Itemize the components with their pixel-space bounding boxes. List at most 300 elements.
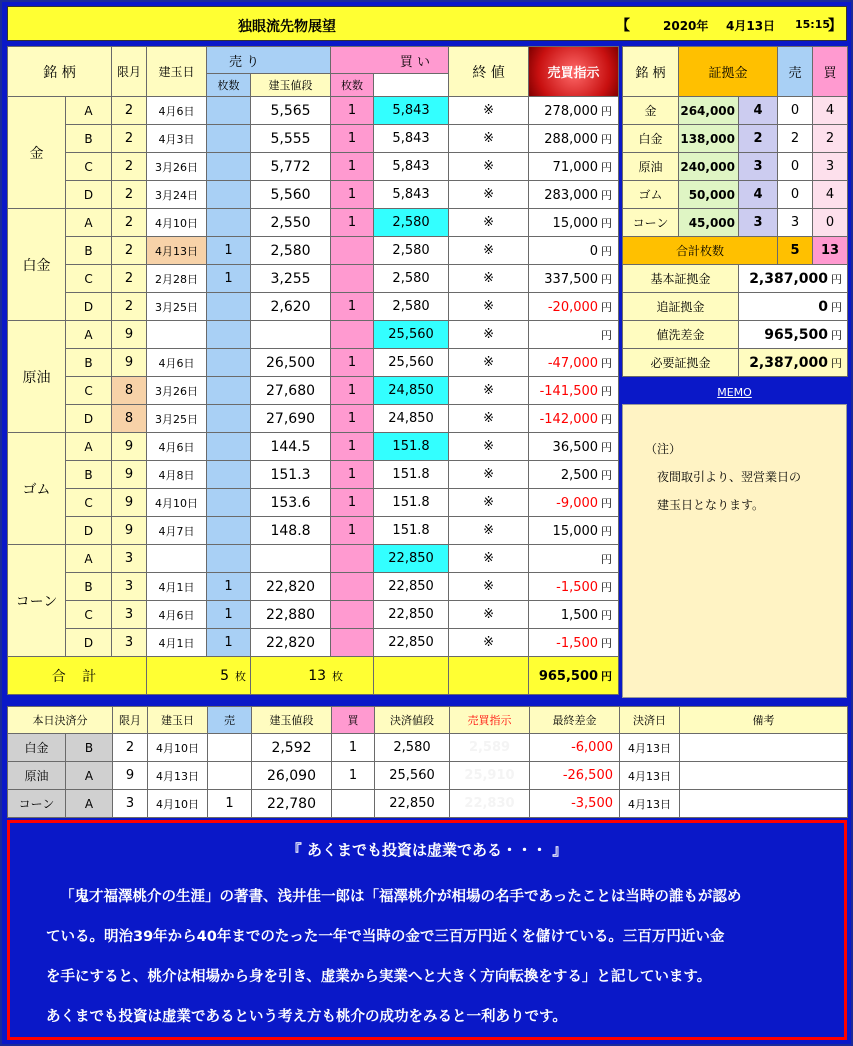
diff-cell (529, 153, 619, 181)
memo-line: （注） (645, 442, 682, 456)
instruction-mark: ※ (449, 573, 529, 601)
open-price: 5,772 (251, 153, 331, 181)
column-line: を手にすると、桃介は相場から身を引き、虚業から実業へと大きく方向転換をする」と記しています。 (46, 969, 712, 985)
instruction-mark: ※ (449, 265, 529, 293)
yen-unit: 円 (601, 440, 613, 454)
contract-month: 3 (112, 629, 147, 657)
close-price: 2,580 (374, 293, 449, 321)
diff-value: 278,000 (544, 103, 599, 119)
summary-label: 基本証拠金 (623, 265, 739, 293)
contract-sub: D (66, 181, 112, 209)
buy-lots: 1 (331, 153, 374, 181)
open-date: 2月28日 (147, 265, 207, 293)
margin-col-buy: 買 (813, 47, 848, 97)
position-row (8, 209, 619, 237)
symbol-name: 金 (8, 97, 66, 209)
settle-buy: 1 (332, 734, 375, 762)
margin-sell: 0 (778, 97, 813, 125)
close-price: 2,580 (374, 209, 449, 237)
position-row (8, 489, 619, 517)
header-year: 2020年 (663, 19, 709, 33)
contract-sub: A (66, 321, 112, 349)
position-row (8, 377, 619, 405)
close-price: 151.8 (374, 433, 449, 461)
open-date: 4月6日 (147, 601, 207, 629)
col-month: 限月 (112, 47, 147, 97)
diff-value: -47,000 (547, 355, 599, 371)
open-price: 2,580 (251, 237, 331, 265)
settle-open-price: 22,780 (252, 790, 332, 818)
contract-month: 8 (112, 377, 147, 405)
open-date: 3月26日 (147, 153, 207, 181)
yen-unit: 円 (601, 552, 613, 566)
open-date: 4月10日 (147, 489, 207, 517)
close-price: 5,843 (374, 181, 449, 209)
open-price (251, 321, 331, 349)
position-row (8, 321, 619, 349)
diff-cell (529, 405, 619, 433)
date-bracket-close: 】 (828, 18, 842, 34)
margin-row (623, 209, 848, 237)
instruction-mark: ※ (449, 321, 529, 349)
settle-sell (208, 762, 252, 790)
summary-amount: 965,500 (764, 326, 829, 343)
settlement-col-header: 売買指示 (450, 707, 530, 734)
settlement-col-header: 建玉値段 (252, 707, 332, 734)
total-label: 合 計 (8, 657, 147, 695)
settle-open-date: 4月13日 (148, 762, 208, 790)
settle-month: 3 (113, 790, 148, 818)
contract-month: 3 (112, 573, 147, 601)
sell-lots (207, 125, 251, 153)
contract-month: 9 (112, 489, 147, 517)
margin-sell: 3 (778, 209, 813, 237)
settle-price: 25,560 (375, 762, 450, 790)
margin-panel (622, 46, 848, 377)
contract-sub: C (66, 377, 112, 405)
open-price: 2,550 (251, 209, 331, 237)
sell-lots (207, 153, 251, 181)
open-price: 144.5 (251, 433, 331, 461)
instruction-mark: ※ (449, 349, 529, 377)
open-date: 3月25日 (147, 293, 207, 321)
margin-amount: 138,000 (679, 125, 739, 153)
settle-diff: -26,500 (530, 762, 620, 790)
yen-unit: 円 (831, 328, 843, 342)
close-price: 22,850 (374, 573, 449, 601)
summary-label: 追証拠金 (623, 293, 739, 321)
margin-sell: 0 (778, 153, 813, 181)
margin-buy: 2 (813, 125, 848, 153)
buy-lots: 1 (331, 517, 374, 545)
instruction-mark: ※ (449, 209, 529, 237)
open-date: 4月7日 (147, 517, 207, 545)
diff-cell (529, 517, 619, 545)
margin-row (623, 153, 848, 181)
memo-box (622, 404, 847, 698)
margin-col-symbol: 銘 柄 (623, 47, 679, 97)
settle-buy: 1 (332, 762, 375, 790)
settle-buy (332, 790, 375, 818)
settlement-col-header: 本日決済分 (8, 707, 113, 734)
col-buy-lots: 枚数 (331, 74, 374, 97)
contract-month: 3 (112, 545, 147, 573)
contract-sub: C (66, 153, 112, 181)
margin-count: 3 (739, 209, 778, 237)
settlement-col-header: 限月 (113, 707, 148, 734)
yen-unit: 円 (601, 580, 613, 594)
contract-month: 2 (112, 293, 147, 321)
close-price: 151.8 (374, 461, 449, 489)
total-blank-instruction (449, 657, 529, 695)
diff-value: -20,000 (547, 299, 599, 315)
close-price: 24,850 (374, 377, 449, 405)
diff-cell (529, 237, 619, 265)
symbol-name: 白金 (8, 209, 66, 321)
settlement-col-header: 最終差金 (530, 707, 620, 734)
contract-sub: B (66, 125, 112, 153)
buy-lots: 1 (331, 125, 374, 153)
contract-sub: A (66, 545, 112, 573)
col-symbol: 銘 柄 (8, 47, 112, 97)
symbol-name: 原油 (8, 321, 66, 433)
close-price: 151.8 (374, 517, 449, 545)
settle-date: 4月13日 (620, 762, 680, 790)
contract-sub: B (66, 349, 112, 377)
diff-value: -9,000 (556, 495, 599, 511)
sell-lots (207, 377, 251, 405)
header-time: 15:15 (795, 18, 831, 31)
settle-diff: -6,000 (530, 734, 620, 762)
open-date: 4月1日 (147, 629, 207, 657)
buy-lots (331, 573, 374, 601)
summary-label: 値洗差金 (623, 321, 739, 349)
settle-date: 4月13日 (620, 790, 680, 818)
yen-unit: 円 (601, 356, 613, 370)
settle-symbol: コーン (8, 790, 66, 818)
settlement-col-header: 売 (208, 707, 252, 734)
buy-lots: 1 (331, 209, 374, 237)
position-row (8, 349, 619, 377)
settlement-col-header: 買 (332, 707, 375, 734)
settle-open-date: 4月10日 (148, 734, 208, 762)
margin-symbol: ゴム (623, 181, 679, 209)
buy-lots: 1 (331, 377, 374, 405)
contract-month: 9 (112, 433, 147, 461)
yen-unit: 円 (601, 132, 613, 146)
column-line: 「鬼才福澤桃介の生涯」の著書、浅井佳一郎は「福澤桃介が相場の名手であったことは当時の誰もが認め (60, 889, 742, 905)
close-price: 25,560 (374, 321, 449, 349)
symbol-name: ゴム (8, 433, 66, 545)
yen-unit: 円 (831, 356, 843, 370)
instruction-mark: ※ (449, 293, 529, 321)
diff-value: 288,000 (544, 131, 599, 147)
col-instruction: 売買指示 (529, 47, 619, 97)
sell-lots: 1 (207, 237, 251, 265)
position-row (8, 517, 619, 545)
margin-row (623, 97, 848, 125)
margin-sell: 0 (778, 181, 813, 209)
diff-value: 36,500 (552, 439, 599, 455)
settle-symbol: 白金 (8, 734, 66, 762)
settle-symbol: 原油 (8, 762, 66, 790)
open-date: 3月24日 (147, 181, 207, 209)
margin-symbol: コーン (623, 209, 679, 237)
margin-amount: 264,000 (679, 97, 739, 125)
open-price: 27,680 (251, 377, 331, 405)
diff-cell (529, 209, 619, 237)
yen-unit: 円 (601, 412, 613, 426)
margin-symbol: 金 (623, 97, 679, 125)
diff-value: 337,500 (544, 271, 599, 287)
diff-cell (529, 181, 619, 209)
buy-lots (331, 545, 374, 573)
instruction-mark: ※ (449, 461, 529, 489)
total-buy-lots: 13 枚 (251, 657, 374, 695)
diff-cell (529, 545, 619, 573)
yen-unit: 円 (601, 188, 613, 202)
summary-label: 必要証拠金 (623, 349, 739, 377)
settle-date: 4月13日 (620, 734, 680, 762)
diff-value: 15,000 (552, 215, 599, 231)
buy-lots: 1 (331, 461, 374, 489)
contract-month: 2 (112, 153, 147, 181)
margin-total-sell: 5 (778, 237, 813, 265)
instruction-mark: ※ (449, 97, 529, 125)
diff-value: 71,000 (552, 159, 599, 175)
margin-col-sell: 売 (778, 47, 813, 97)
diff-cell (529, 349, 619, 377)
settle-sub: B (66, 734, 113, 762)
positions-panel (7, 46, 619, 695)
settle-month: 2 (113, 734, 148, 762)
margin-row (623, 181, 848, 209)
contract-sub: A (66, 209, 112, 237)
position-row (8, 125, 619, 153)
contract-month: 9 (112, 349, 147, 377)
close-price: 5,843 (374, 153, 449, 181)
summary-value (739, 265, 848, 293)
buy-lots (331, 321, 374, 349)
total-sell-lots: 5 枚 (147, 657, 251, 695)
diff-cell (529, 265, 619, 293)
position-row (8, 629, 619, 657)
margin-count: 3 (739, 153, 778, 181)
yen-unit: 円 (601, 384, 613, 398)
contract-sub: A (66, 433, 112, 461)
margin-amount: 240,000 (679, 153, 739, 181)
settle-diff: -3,500 (530, 790, 620, 818)
settlement-table (7, 706, 848, 818)
total-blank-close (374, 657, 449, 695)
open-price: 5,555 (251, 125, 331, 153)
instruction-mark: ※ (449, 629, 529, 657)
diff-cell (529, 125, 619, 153)
sell-lots (207, 517, 251, 545)
diff-value: 0 (589, 243, 599, 259)
contract-sub: D (66, 405, 112, 433)
sell-lots (207, 181, 251, 209)
diff-cell (529, 573, 619, 601)
open-price: 22,820 (251, 629, 331, 657)
yen-unit: 円 (601, 468, 613, 482)
open-price: 3,255 (251, 265, 331, 293)
open-price: 22,880 (251, 601, 331, 629)
position-row (8, 573, 619, 601)
margin-buy: 4 (813, 97, 848, 125)
yen-unit: 円 (601, 328, 613, 342)
memo-line: 夜間取引より、翌営業日の (657, 470, 802, 484)
settle-open-date: 4月10日 (148, 790, 208, 818)
settle-sub: A (66, 790, 113, 818)
open-date: 4月3日 (147, 125, 207, 153)
buy-lots (331, 601, 374, 629)
sell-lots (207, 489, 251, 517)
diff-cell (529, 97, 619, 125)
contract-month: 2 (112, 209, 147, 237)
settle-month: 9 (113, 762, 148, 790)
open-date: 4月8日 (147, 461, 207, 489)
position-row (8, 97, 619, 125)
memo-link[interactable]: MEMO (717, 386, 752, 399)
open-price: 5,560 (251, 181, 331, 209)
contract-month: 8 (112, 405, 147, 433)
position-row (8, 405, 619, 433)
contract-month: 2 (112, 97, 147, 125)
settle-note (680, 734, 848, 762)
open-date (147, 545, 207, 573)
margin-summary-row (623, 321, 848, 349)
total-diff: 965,500 円 (529, 657, 619, 695)
instruction-mark: ※ (449, 545, 529, 573)
open-price: 27,690 (251, 405, 331, 433)
position-row (8, 237, 619, 265)
margin-amount: 45,000 (679, 209, 739, 237)
settlement-col-header: 決済日 (620, 707, 680, 734)
margin-symbol: 白金 (623, 125, 679, 153)
margin-summary-row (623, 265, 848, 293)
yen-unit: 円 (601, 244, 613, 258)
yen-unit: 円 (601, 608, 613, 622)
summary-value (739, 349, 848, 377)
contract-sub: D (66, 293, 112, 321)
close-price: 151.8 (374, 489, 449, 517)
date-bracket-open: 【 (616, 18, 630, 34)
open-price: 148.8 (251, 517, 331, 545)
margin-col-amount: 証拠金 (679, 47, 778, 97)
sell-lots: 1 (207, 629, 251, 657)
buy-lots: 1 (331, 293, 374, 321)
contract-sub: B (66, 573, 112, 601)
diff-cell (529, 433, 619, 461)
margin-buy: 3 (813, 153, 848, 181)
diff-value: 15,000 (552, 523, 599, 539)
contract-month: 9 (112, 461, 147, 489)
contract-sub: B (66, 237, 112, 265)
position-row (8, 153, 619, 181)
margin-count: 2 (739, 125, 778, 153)
diff-value: 1,500 (560, 607, 599, 623)
sell-lots (207, 433, 251, 461)
contract-sub: C (66, 601, 112, 629)
position-row (8, 461, 619, 489)
settle-open-price: 2,592 (252, 734, 332, 762)
col-open-date: 建玉日 (147, 47, 207, 97)
margin-summary-row (623, 349, 848, 377)
memo-title-bar (622, 381, 847, 403)
contract-sub: C (66, 265, 112, 293)
open-date: 4月6日 (147, 433, 207, 461)
open-date: 3月26日 (147, 377, 207, 405)
buy-lots: 1 (331, 349, 374, 377)
instruction-mark: ※ (449, 181, 529, 209)
contract-sub: D (66, 517, 112, 545)
contract-month: 2 (112, 237, 147, 265)
summary-amount: 2,387,000 (749, 354, 829, 371)
summary-value (739, 293, 848, 321)
settle-price: 22,850 (375, 790, 450, 818)
buy-lots: 1 (331, 97, 374, 125)
contract-month: 2 (112, 181, 147, 209)
margin-count: 4 (739, 181, 778, 209)
instruction-mark: ※ (449, 433, 529, 461)
sell-lots (207, 209, 251, 237)
contract-sub: D (66, 629, 112, 657)
diff-value: 283,000 (544, 187, 599, 203)
close-price: 2,580 (374, 265, 449, 293)
open-price: 26,500 (251, 349, 331, 377)
instruction-mark: ※ (449, 405, 529, 433)
yen-unit: 円 (601, 524, 613, 538)
close-price: 5,843 (374, 125, 449, 153)
settle-note (680, 762, 848, 790)
sell-lots: 1 (207, 601, 251, 629)
contract-sub: B (66, 461, 112, 489)
open-price: 2,620 (251, 293, 331, 321)
diff-value: -142,000 (539, 411, 599, 427)
settle-sub: A (66, 762, 113, 790)
yen-unit: 円 (601, 272, 613, 286)
contract-sub: A (66, 97, 112, 125)
buy-lots: 1 (331, 489, 374, 517)
contract-sub: C (66, 489, 112, 517)
settle-instruction: 25,910 (450, 762, 530, 790)
col-close: 終 値 (449, 47, 529, 97)
position-row (8, 265, 619, 293)
margin-sell: 2 (778, 125, 813, 153)
open-date: 3月25日 (147, 405, 207, 433)
instruction-mark: ※ (449, 489, 529, 517)
symbol-name: コーン (8, 545, 66, 657)
memo-line: 建玉日となります。 (657, 498, 765, 512)
contract-month: 2 (112, 125, 147, 153)
diff-cell (529, 629, 619, 657)
diff-value: -141,500 (539, 383, 599, 399)
open-date: 4月1日 (147, 573, 207, 601)
margin-table (622, 46, 848, 377)
sell-lots: 1 (207, 265, 251, 293)
open-price: 22,820 (251, 573, 331, 601)
sell-lots (207, 349, 251, 377)
buy-lots: 1 (331, 433, 374, 461)
diff-cell (529, 293, 619, 321)
buy-lots (331, 237, 374, 265)
yen-unit: 円 (601, 216, 613, 230)
settlement-col-header: 決済値段 (375, 707, 450, 734)
diff-value: -1,500 (556, 635, 599, 651)
settlement-row (8, 790, 848, 818)
settle-instruction: 22,830 (450, 790, 530, 818)
